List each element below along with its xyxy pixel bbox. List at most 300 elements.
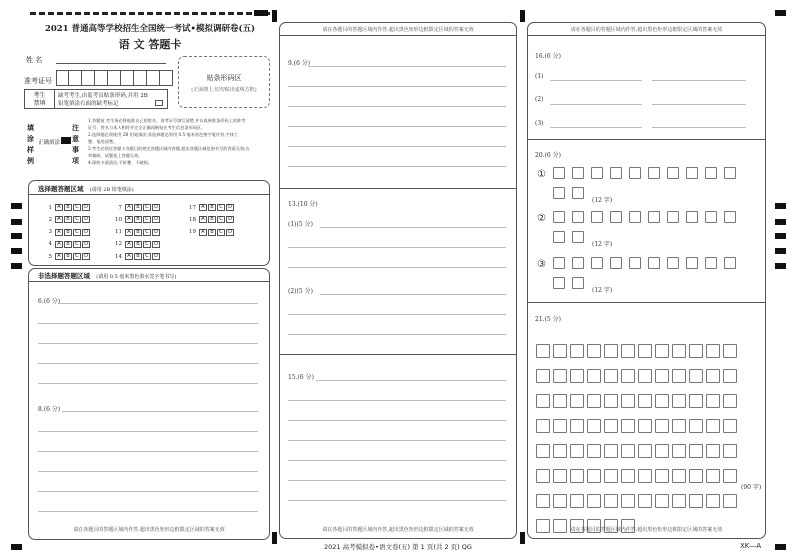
mc-option-bubble[interactable]: D [152,216,160,223]
writing-cell[interactable] [536,494,550,508]
mc-option-bubble[interactable]: B [134,253,142,260]
barcode-area [178,56,270,108]
writing-cell[interactable] [638,419,652,433]
writing-cell[interactable] [689,344,703,358]
writing-cell[interactable] [705,167,717,179]
writing-cell[interactable] [536,469,550,483]
mc-option-bubble[interactable]: C [143,229,151,236]
writing-cell[interactable] [706,419,720,433]
mc-option-bubble[interactable]: C [217,216,225,223]
mc-option-bubble[interactable]: A [125,216,133,223]
writing-cell[interactable] [638,469,652,483]
q20-item-mark: ② [537,213,546,224]
mc-option-bubble[interactable]: C [73,253,81,260]
writing-cell[interactable] [570,344,584,358]
writing-cell[interactable] [689,494,703,508]
timing-mark [520,532,525,544]
writing-cell[interactable] [672,394,686,408]
writing-cell[interactable] [536,344,550,358]
mc-question-row [42,241,90,248]
mc-option-bubble[interactable]: D [152,241,160,248]
writing-cell[interactable] [587,469,601,483]
mc-question-number: 5 [48,253,52,260]
writing-cell[interactable] [706,344,720,358]
mc-option-bubble[interactable]: A [125,204,133,211]
writing-cell[interactable] [724,211,736,223]
mc-question-number: 7 [118,204,122,211]
q21-label: 21.(5 分) [535,316,561,323]
writing-cell[interactable] [587,419,601,433]
q20-item-mark: ① [537,169,546,180]
answer-line[interactable] [288,166,506,167]
answer-line[interactable] [320,294,506,295]
mc-option-bubble[interactable]: A [199,216,207,223]
answer-line[interactable] [652,80,746,81]
q20-box-row[interactable] [553,167,743,179]
writing-cell[interactable] [706,369,720,383]
mc-option-bubble[interactable]: D [82,253,90,260]
writing-cell[interactable] [638,444,652,458]
mc-question-number: 1 [48,204,52,211]
answer-line[interactable] [652,104,746,105]
correct-fill-label: 正确填涂 [38,140,61,146]
writing-cell[interactable] [570,419,584,433]
mc-option-bubble[interactable]: B [208,229,216,236]
writing-cell[interactable] [723,419,737,433]
q13-2-label: (2)(5 分) [288,288,313,295]
writing-cell[interactable] [648,257,660,269]
mc-option-bubble[interactable]: A [55,241,63,248]
answer-line[interactable] [288,314,506,315]
writing-cell[interactable] [638,369,652,383]
middle-panel [279,22,517,539]
writing-cell[interactable] [553,277,565,289]
answer-line[interactable] [62,411,258,412]
writing-cell[interactable] [570,469,584,483]
writing-cell[interactable] [689,444,703,458]
answer-line[interactable] [288,106,506,107]
mc-option-bubble[interactable]: A [55,216,63,223]
timing-mark [775,10,786,16]
writing-cell[interactable] [604,344,618,358]
writing-cell[interactable] [591,167,603,179]
writing-cell[interactable] [604,419,618,433]
nonmc-panel [28,268,270,540]
mc-option-bubble[interactable]: C [217,229,225,236]
q16-2-label: (2) [535,96,544,103]
q6-label: 6.(6 分) [38,298,61,305]
mc-question-row [112,204,160,211]
section-divider [280,354,516,355]
writing-cell[interactable] [553,419,567,433]
mc-question-row [186,216,234,223]
writing-cell[interactable] [638,344,652,358]
nonmc-title [38,271,176,280]
answer-line[interactable] [38,451,258,452]
note-line: 2.选择题必须使用 2B 铅笔填涂;非选择题必须用 0.5 毫米黑色签字笔作答,字体工 [88,132,239,137]
writing-cell[interactable] [723,394,737,408]
writing-cell[interactable] [638,494,652,508]
writing-cell[interactable] [553,211,565,223]
answer-line[interactable] [288,334,506,335]
mc-option-bubble[interactable]: C [73,241,81,248]
answer-line[interactable] [288,420,506,421]
mc-option-bubble[interactable]: D [226,204,234,211]
mc-question-row [42,253,90,260]
id-label: 准考证号 [24,77,52,85]
writing-cell[interactable] [572,277,584,289]
writing-cell[interactable] [610,211,622,223]
writing-cell[interactable] [621,494,635,508]
writing-cell[interactable] [638,394,652,408]
writing-cell[interactable] [610,257,622,269]
writing-cell[interactable] [553,394,567,408]
writing-cell[interactable] [672,494,686,508]
writing-cell[interactable] [667,257,679,269]
writing-cell[interactable] [655,444,669,458]
mc-question-number: 19 [189,229,196,236]
mc-question-row [112,229,160,236]
mc-question-number: 2 [48,216,52,223]
answer-line[interactable] [288,146,506,147]
answer-line[interactable] [550,127,642,128]
name-label: 姓 名 [26,56,43,64]
q20-box-row[interactable] [553,211,743,223]
writing-cell[interactable] [570,494,584,508]
mc-option-bubble[interactable]: D [226,216,234,223]
absent-label-1: 考生 [33,92,46,99]
mc-question-row [112,216,160,223]
mc-option-bubble[interactable]: B [208,204,216,211]
writing-cell[interactable] [570,444,584,458]
answer-line[interactable] [38,343,258,344]
mc-option-bubble[interactable]: C [73,216,81,223]
mc-option-bubble[interactable]: C [73,229,81,236]
q13-1-label: (1)(5 分) [288,221,313,228]
mc-question-row [42,229,90,236]
right-top-divider [528,35,765,36]
answer-line[interactable] [288,500,506,501]
writing-cell[interactable] [648,211,660,223]
answer-line[interactable] [38,383,258,384]
q8-label: 8.(6 分) [38,406,61,413]
answer-line[interactable] [288,247,506,248]
exam-title: 2021 普通高等学校招生全国统一考试•模拟调研卷(五) [44,24,256,34]
mc-option-bubble[interactable]: B [64,204,72,211]
writing-cell[interactable] [572,257,584,269]
writing-cell[interactable] [672,419,686,433]
writing-cell[interactable] [672,344,686,358]
writing-cell[interactable] [723,469,737,483]
barcode-title: 贴条形码区 [206,74,242,82]
writing-cell[interactable] [536,444,550,458]
timing-mark [11,544,22,550]
writing-cell[interactable] [553,187,565,199]
writing-cell[interactable] [553,231,565,243]
mc-option-bubble[interactable]: A [55,253,63,260]
writing-cell[interactable] [655,469,669,483]
answer-line[interactable] [288,267,506,268]
answer-line[interactable] [308,66,506,67]
writing-cell[interactable] [587,369,601,383]
mc-option-bubble[interactable]: B [64,241,72,248]
mc-option-bubble[interactable]: B [64,229,72,236]
mc-option-bubble[interactable]: B [134,216,142,223]
answer-line[interactable] [316,380,506,381]
writing-cell[interactable] [570,369,584,383]
answer-line[interactable] [288,400,506,401]
writing-cell[interactable] [621,344,635,358]
q9-label: 9.(6 分) [288,60,311,67]
answer-line[interactable] [58,303,258,304]
mc-option-bubble[interactable]: A [199,204,207,211]
mc-option-bubble[interactable]: C [73,204,81,211]
writing-cell[interactable] [587,494,601,508]
writing-cell[interactable] [706,494,720,508]
q20-box-row[interactable] [553,277,591,289]
writing-cell[interactable] [536,394,550,408]
answer-line[interactable] [288,86,506,87]
writing-cell[interactable] [553,494,567,508]
mc-option-bubble[interactable]: D [82,204,90,211]
writing-cell[interactable] [629,211,641,223]
note-line: 整、笔迹清楚。 [88,139,118,144]
mc-question-row [186,229,234,236]
writing-cell[interactable] [572,211,584,223]
timing-mark [11,263,22,269]
page-top-dashes [30,12,270,15]
q16-3-label: (3) [535,120,544,127]
timing-mark [775,248,786,254]
writing-cell[interactable] [706,469,720,483]
writing-cell[interactable] [655,344,669,358]
answer-line[interactable] [288,440,506,441]
q20-box-row[interactable] [553,257,743,269]
answer-line[interactable] [320,227,506,228]
answer-line[interactable] [288,480,506,481]
writing-cell[interactable] [705,257,717,269]
absent-mark-box[interactable] [155,100,163,106]
writing-cell[interactable] [572,167,584,179]
writing-cell[interactable] [553,369,567,383]
writing-cell[interactable] [536,369,550,383]
mc-question-row [42,216,90,223]
mc-question-number: 17 [189,204,196,211]
timing-mark [775,233,786,239]
absent-text-2: 铅笔填涂右面的缺考标记 [58,101,119,107]
writing-cell[interactable] [706,444,720,458]
writing-cell[interactable] [667,167,679,179]
writing-cell[interactable] [572,231,584,243]
writing-cell[interactable] [689,369,703,383]
q21-grid[interactable] [536,344,740,533]
writing-cell[interactable] [706,394,720,408]
mc-question-number: 18 [189,216,196,223]
writing-cell[interactable] [572,187,584,199]
section-divider [528,302,765,303]
writing-cell[interactable] [604,369,618,383]
mc-option-bubble[interactable]: D [152,204,160,211]
timing-mark [775,263,786,269]
mc-option-bubble[interactable]: A [55,204,63,211]
answer-line[interactable] [38,471,258,472]
mc-option-bubble[interactable]: C [143,216,151,223]
q20-char-count: (12 字) [592,287,613,294]
note-line: 4.保持卡面清洁,不折叠、不破损。 [88,160,152,165]
writing-cell[interactable] [672,444,686,458]
timing-mark [775,203,786,209]
mc-option-bubble[interactable]: D [82,241,90,248]
writing-cell[interactable] [604,469,618,483]
writing-cell[interactable] [724,257,736,269]
mc-option-bubble[interactable]: B [64,253,72,260]
mc-option-bubble[interactable]: B [134,204,142,211]
nonmc-title-text: 非选择题答题区域 [38,272,90,280]
mc-question-row [42,204,90,211]
writing-cell[interactable] [553,167,565,179]
writing-cell[interactable] [621,394,635,408]
q20-char-count: (12 字) [592,197,613,204]
writing-cell[interactable] [553,444,567,458]
mc-question-row [186,204,234,211]
mc-option-bubble[interactable]: D [152,253,160,260]
mc-question-row [112,253,160,260]
writing-cell[interactable] [672,469,686,483]
nonmc-note: (请用 0.5 毫米黑色墨水签字笔书写) [96,274,177,280]
writing-cell[interactable] [648,167,660,179]
writing-cell[interactable] [570,394,584,408]
mc-option-bubble[interactable]: D [82,216,90,223]
writing-cell[interactable] [667,211,679,223]
q20-box-row[interactable] [553,231,591,243]
name-field[interactable] [56,63,166,64]
writing-cell[interactable] [610,167,622,179]
writing-cell[interactable] [724,167,736,179]
mc-option-bubble[interactable]: A [199,229,207,236]
mc-option-bubble[interactable]: D [152,229,160,236]
mc-option-bubble[interactable]: B [134,241,142,248]
mc-option-bubble[interactable]: B [64,216,72,223]
note-line: 证号、姓名与本人相符并完全正确再粘贴在考生信息条形码区。 [88,125,206,130]
writing-cell[interactable] [621,444,635,458]
mc-question-number: 10 [115,216,122,223]
answer-line[interactable] [38,431,258,432]
writing-cell[interactable] [723,369,737,383]
mc-title [38,184,134,193]
writing-cell[interactable] [587,444,601,458]
writing-cell[interactable] [655,494,669,508]
mc-option-bubble[interactable]: B [208,216,216,223]
answer-line[interactable] [38,491,258,492]
writing-cell[interactable] [587,394,601,408]
writing-cell[interactable] [604,494,618,508]
mc-option-bubble[interactable]: A [125,241,133,248]
writing-cell[interactable] [591,211,603,223]
mc-note: (请用 2B 铅笔填涂) [89,187,134,193]
writing-cell[interactable] [705,211,717,223]
absent-label-2: 禁填 [33,100,46,107]
middle-top-divider [280,35,516,36]
writing-cell[interactable] [591,257,603,269]
mc-title-divider [29,194,269,195]
mc-option-bubble[interactable]: A [125,229,133,236]
warning-top: 请在各题目的答题区域内作答,超出黑色矩形边框限定区域的答案无效 [570,27,723,33]
q20-char-count: (12 字) [592,241,613,248]
answer-line[interactable] [38,323,258,324]
writing-cell[interactable] [629,257,641,269]
answer-line[interactable] [652,127,746,128]
answer-line[interactable] [38,511,258,512]
timing-mark [775,219,786,225]
mc-title-text: 选择题答题区域 [38,185,84,193]
writing-cell[interactable] [553,344,567,358]
answer-line[interactable] [550,80,642,81]
timing-mark [775,544,786,550]
mc-option-bubble[interactable]: C [217,204,225,211]
writing-cell[interactable] [655,419,669,433]
mc-option-bubble[interactable]: C [143,241,151,248]
absent-text-1: 缺考考生,由监考员贴条形码,并用 2B [58,93,148,99]
answer-line[interactable] [288,126,506,127]
id-boxes[interactable] [56,70,173,86]
writing-cell[interactable] [629,167,641,179]
mc-option-bubble[interactable]: C [143,204,151,211]
timing-mark [11,233,22,239]
writing-cell[interactable] [621,369,635,383]
barcode-note: (正面朝上,切勿贴出虚线方框) [191,87,257,93]
warning-top: 请在各题目的答题区域内作答,超出黑色矩形边框限定区域的答案无效 [322,27,474,33]
writing-cell[interactable] [689,419,703,433]
writing-cell[interactable] [621,419,635,433]
writing-cell[interactable] [686,211,698,223]
correct-fill-sample [61,137,71,144]
writing-cell[interactable] [723,444,737,458]
writing-cell[interactable] [689,394,703,408]
warning-bottom: 请在各题目的答题区域内作答,超出黑色矩形边框限定区域的答案无效 [322,527,474,533]
writing-cell[interactable] [536,419,550,433]
writing-cell[interactable] [655,394,669,408]
writing-cell[interactable] [723,494,737,508]
writing-cell[interactable] [621,469,635,483]
writing-cell[interactable] [723,344,737,358]
writing-cell[interactable] [686,257,698,269]
writing-cell[interactable] [587,344,601,358]
answer-line[interactable] [288,460,506,461]
writing-cell[interactable] [655,369,669,383]
footer-right: XK—A [740,542,762,550]
q20-box-row[interactable] [553,187,591,199]
mc-option-bubble[interactable]: C [143,253,151,260]
writing-cell[interactable] [604,394,618,408]
writing-cell[interactable] [553,469,567,483]
writing-cell[interactable] [672,369,686,383]
answer-line[interactable] [550,104,642,105]
q20-item-mark: ③ [537,259,546,270]
answer-line[interactable] [38,363,258,364]
mc-option-bubble[interactable]: D [226,229,234,236]
mc-option-bubble[interactable]: B [134,229,142,236]
mc-option-bubble[interactable]: A [125,253,133,260]
mc-question-number: 14 [115,253,122,260]
writing-cell[interactable] [553,257,565,269]
writing-cell[interactable] [686,167,698,179]
writing-cell[interactable] [689,469,703,483]
mc-option-bubble[interactable]: A [55,229,63,236]
mc-option-bubble[interactable]: D [82,229,90,236]
writing-cell[interactable] [604,444,618,458]
mc-question-row [112,241,160,248]
notes-list [88,117,273,166]
